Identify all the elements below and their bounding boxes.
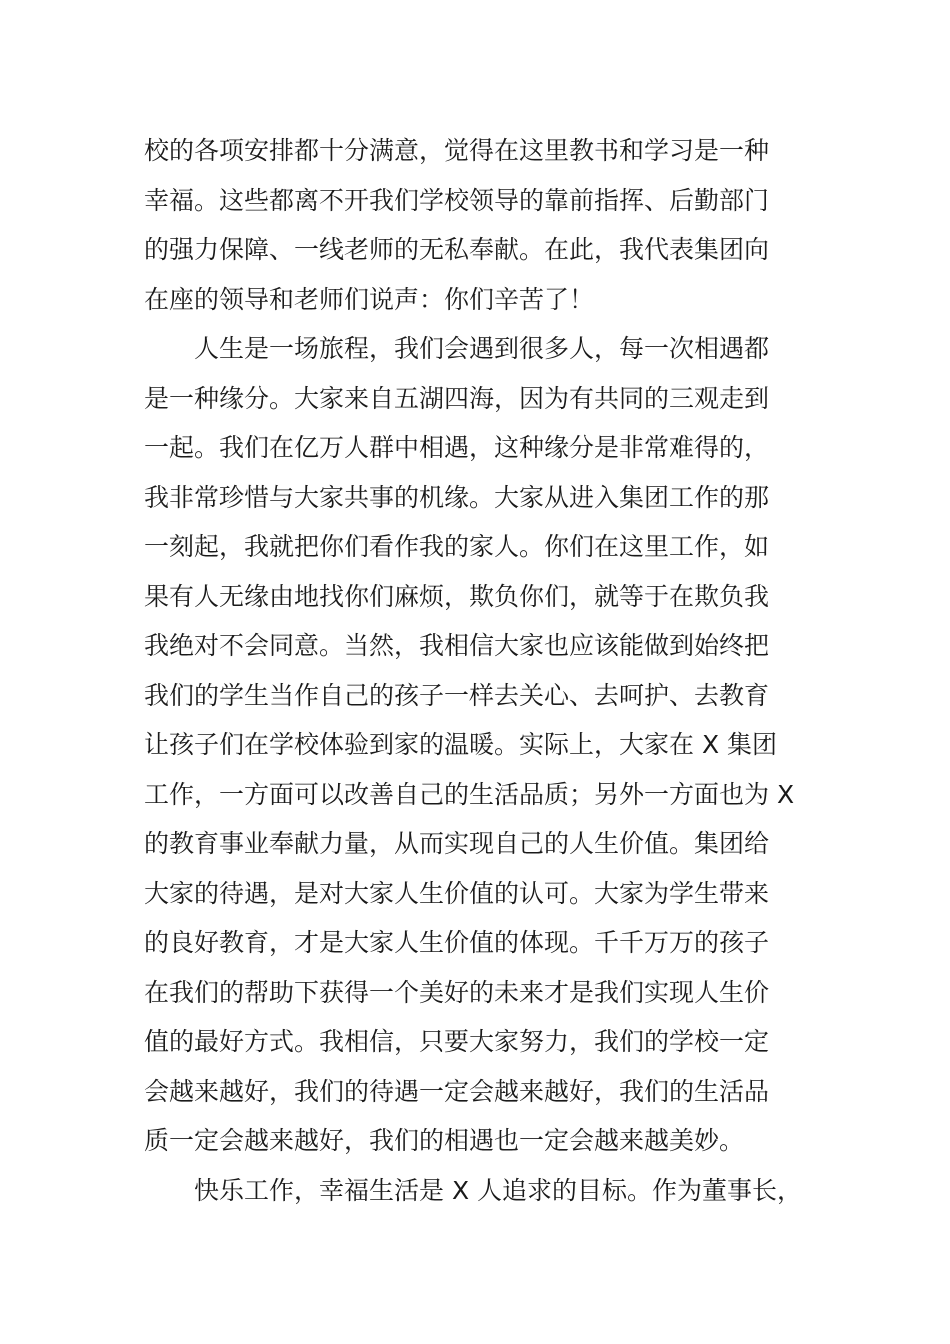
body-text — [144, 126, 814, 1215]
text-line: 质一定会越来越好，我们的相遇也一定会越来越美妙。 — [144, 1126, 745, 1155]
paragraph-2 — [144, 324, 814, 1166]
text-line: 的教育事业奉献力量，从而实现自己的人生价值。集团给 — [144, 829, 770, 858]
text-line: 的强力保障、一线老师的无私奉献。在此，我代表集团向 — [144, 235, 770, 264]
text-line: 值的最好方式。我相信，只要大家努力，我们的学校一定 — [144, 1027, 770, 1056]
text-line: 我非常珍惜与大家共事的机缘。大家从进入集团工作的那 — [144, 482, 770, 512]
text-line: 我绝对不会同意。当然，我相信大家也应该能做到始终把 — [144, 631, 770, 660]
text-line: 让孩子们在学校体验到家的温暖。实际上，大家在 X 集团 — [144, 730, 778, 759]
text-line: 一起。我们在亿万人群中相遇，这种缘分是非常难得的， — [144, 433, 770, 462]
text-line: 校的各项安排都十分满意，觉得在这里教书和学习是一种 — [144, 136, 770, 165]
text-line: 我们的学生当作自己的孩子一样去关心、去呵护、去教育 — [144, 680, 770, 710]
text-line: 是一种缘分。大家来自五湖四海，因为有共同的三观走到 — [144, 383, 770, 413]
text-line: 快乐工作，幸福生活是 X 人追求的目标。作为董事长， — [194, 1175, 803, 1205]
text-line: 大家的待遇，是对大家人生价值的认可。大家为学生带来 — [144, 878, 770, 908]
text-line: 工作，一方面可以改善自己的生活品质；另外一方面也为 X — [144, 779, 795, 809]
text-line: 幸福。这些都离不开我们学校领导的靠前指挥、后勤部门 — [144, 185, 770, 215]
paragraph-3 — [144, 1166, 814, 1216]
text-line: 的良好教育，才是大家人生价值的体现。千千万万的孩子 — [144, 928, 770, 957]
text-line: 会越来越好，我们的待遇一定会越来越好，我们的生活品 — [144, 1076, 770, 1106]
text-line: 在座的领导和老师们说声：你们辛苦了！ — [144, 284, 595, 314]
text-line: 一刻起，我就把你们看作我的家人。你们在这里工作，如 — [144, 532, 770, 561]
text-line: 人生是一场旅程，我们会遇到很多人，每一次相遇都 — [194, 334, 770, 363]
paragraph-1 — [144, 126, 814, 324]
text-line: 在我们的帮助下获得一个美好的未来才是我们实现人生价 — [144, 977, 770, 1007]
text-line: 果有人无缘由地找你们麻烦，欺负你们，就等于在欺负我 — [144, 581, 770, 611]
